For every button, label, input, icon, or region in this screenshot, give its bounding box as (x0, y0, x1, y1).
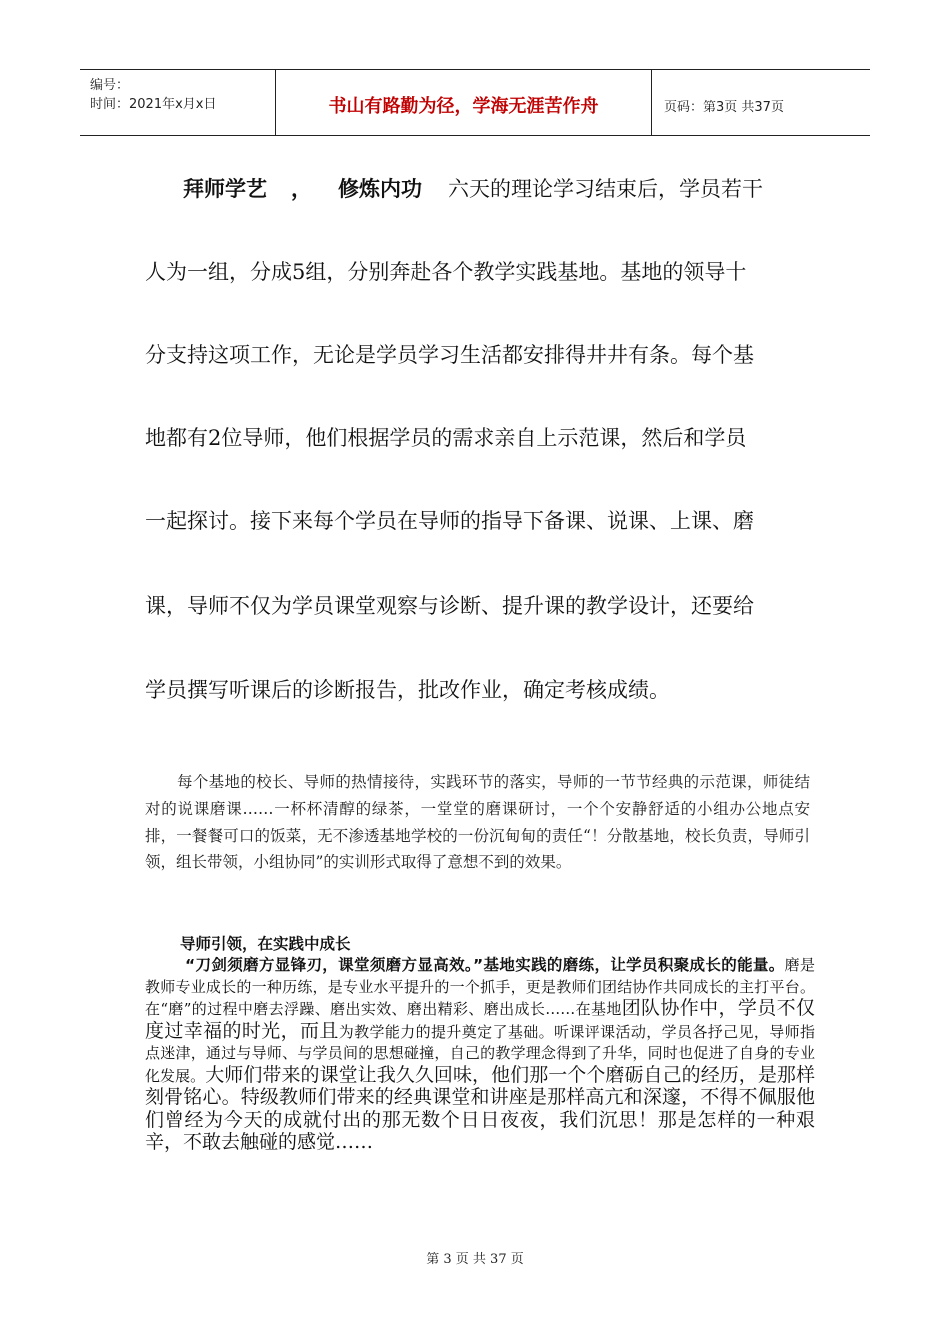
section-2-text-b: 团队协作中，学员不仅度过幸福的时光，而且 (145, 997, 815, 1042)
header-info-cell (80, 70, 276, 135)
section-1-line: 课，导师不仅为学员课堂观察与诊断、提升课的教学设计，还要给 (145, 594, 754, 618)
section-1-line: 六天的理论学习结束后，学员若干 (448, 177, 763, 201)
section-2-title: 导师引领，在实践中成长 (180, 935, 351, 953)
section-1-first-line (183, 176, 848, 202)
serial-number-label: 编号： (90, 78, 130, 93)
section-1-line: 学员撰写听课后的诊断报告，批改作业，确定考核成绩。 (145, 678, 670, 702)
section-2-text-a: 磨是教师专业成长的一种历练，是专业水平提升的一个抓手，更是教师们团结协作共同成长的主打平台。在“磨”的过程中磨去浮躁、磨出实效、磨出精彩、磨出成长……在基地 (145, 956, 815, 1018)
header-page-cell (652, 70, 870, 135)
section-1-line: 人为一组，分成5组，分别奔赴各个教学实践基地。基地的领导十 (145, 260, 747, 284)
header-motto: 书山有路勤为径，学海无涯苦作舟 (328, 96, 599, 117)
section-1-line: 一起探讨。接下来每个学员在导师的指导下备课、说课、上课、磨 (145, 509, 754, 533)
header-motto-cell (276, 70, 652, 135)
section-1-line: 地都有2位导师，他们根据学员的需求亲自上示范课，然后和学员 (145, 426, 747, 450)
section-1-heading-sep: ， (291, 176, 312, 201)
page-header (80, 69, 870, 136)
section-1-line: 分支持这项工作，无论是学员学习生活都安排得井井有条。每个基 (145, 343, 754, 367)
section-2-text-d: 大师们带来的课堂让我久久回味，他们那一个个磨砺自己的经历，是那样刻骨铭心。特级教师们带来的经典课堂和讲座是那样高亢和深邃，不得不佩服他们曾经为今天的成就付出的那无数个日日夜夜，我们沉思！那是怎样的一种艰辛，不敢去触碰的感觉…… (145, 1063, 815, 1153)
page-footer: 第 3 页 共 37 页 (426, 1252, 524, 1267)
section-1-heading-a: 拜师学艺 (183, 176, 267, 201)
section-1-heading-b: 修炼内功 (338, 176, 422, 201)
section-2-text-c: 为教学能力的提升奠定了基础。听课评课活动，学员各抒己见，导师指点迷津，通过与导师、与学员间的思想碰撞，自己的教学理念得到了升华，同时也促进了自身的专业化发展。 (145, 1022, 815, 1085)
date-label: 时间：2021年x月x日 (90, 97, 217, 112)
section-2-paragraph (145, 955, 815, 1155)
paragraph-2: 每个基地的校长、导师的热情接待，实践环节的落实，导师的一节节经典的示范课，师徒结对的说课磨课……一杯杯清醇的绿茶，一堂堂的磨课研讨，一个个安静舒适的小组办公地点安排，一餐餐可口的饭菜，无不渗透基地学校的一份沉甸甸的责任“！分散基地，校长负责，导师引领，组长带领，小组协同”的实训形式取得了意想不到的效果。 (145, 773, 810, 872)
section-2-quote: “刀剑须磨方显锋刃，课堂须磨方显高效。”基地实践的磨练，让学员积聚成长的能量。 (185, 956, 785, 974)
header-page-info: 页码：第3页 共37页 (664, 100, 784, 115)
